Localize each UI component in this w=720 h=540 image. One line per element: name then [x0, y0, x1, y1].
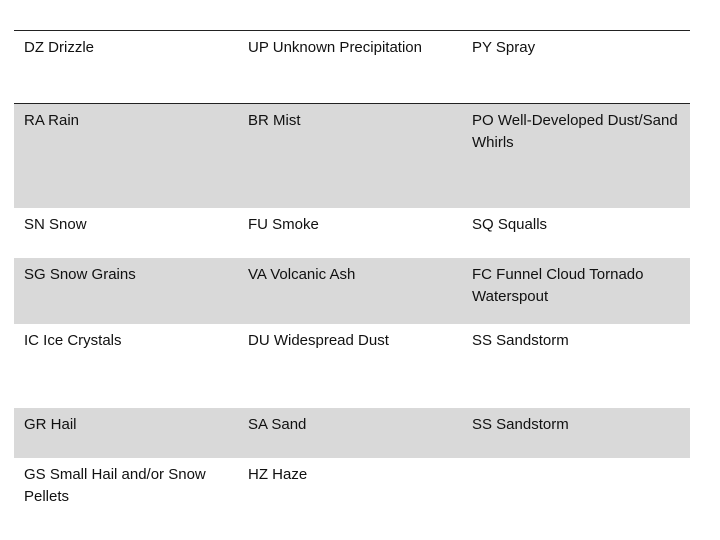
table-row [14, 458, 690, 524]
table-cell: SS Sandstorm [462, 408, 690, 458]
table-cell: VA Volcanic Ash [238, 258, 462, 324]
table-row [14, 324, 690, 408]
table-cell: PY Spray [462, 31, 690, 104]
table-cell: GS Small Hail and/or Snow Pellets [24, 466, 206, 505]
table-cell: DU Widespread Dust [248, 332, 389, 349]
table-row [14, 258, 690, 324]
table-row [14, 408, 690, 458]
table-cell: FU Smoke [248, 216, 319, 233]
table-cell: HZ Haze [248, 466, 308, 483]
table-row [14, 104, 690, 209]
table-cell: UP Unknown Precipitation [238, 31, 462, 104]
table-cell [462, 458, 690, 524]
table-cell: BR Mist [238, 104, 462, 209]
table-cell: SG Snow Grains [14, 258, 238, 324]
table-cell: SS Sandstorm [472, 332, 569, 349]
table-cell: PO Well-Developed Dust/Sand Whirls [462, 104, 690, 209]
table-cell: GR Hail [14, 408, 238, 458]
table-cell: FC Funnel Cloud Tornado Waterspout [462, 258, 690, 324]
table-cell: SA Sand [238, 408, 462, 458]
weather-codes-table-container [14, 30, 690, 524]
table-cell: SN Snow [24, 216, 87, 233]
table-cell: RA Rain [14, 104, 238, 209]
table-cell: DZ Drizzle [14, 31, 238, 104]
weather-codes-table [14, 30, 690, 524]
table-row [14, 208, 690, 258]
table-row [14, 31, 690, 104]
table-cell: IC Ice Crystals [24, 332, 122, 349]
table-cell: SQ Squalls [472, 216, 548, 233]
